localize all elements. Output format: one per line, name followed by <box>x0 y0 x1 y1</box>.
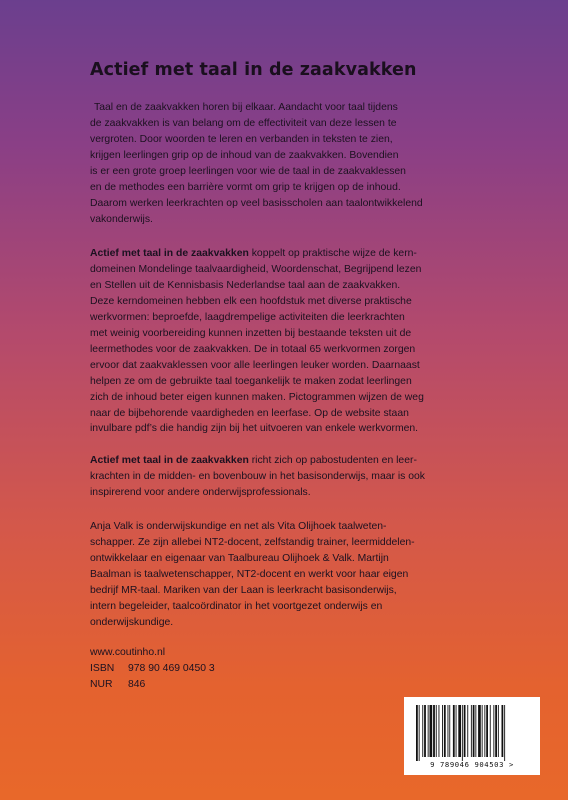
barcode-bar <box>490 705 491 757</box>
barcode-bar <box>498 705 499 757</box>
barcode-bar <box>449 705 450 757</box>
text-line: vergroten. Door woorden te leren en verbanden in teksten te zien, <box>90 133 393 145</box>
barcode-bar <box>453 705 455 757</box>
text-line: inspirerend voor andere onderwijsprofessionals. <box>90 486 311 498</box>
barcode-bar <box>456 705 457 757</box>
barcode-bar <box>428 705 429 757</box>
text-line: onderwijskundige. <box>90 616 174 628</box>
barcode-bar <box>486 705 488 757</box>
barcode-bar <box>444 705 446 757</box>
text-line: helpen ze om de gebruikte taal toegankelijk te maken zodat leerlingen <box>90 375 412 387</box>
barcode-bar <box>448 705 449 757</box>
barcode-bar <box>442 705 443 757</box>
barcode-bar <box>493 705 494 757</box>
text-line: intern begeleider, taalcoördinator in het voortgezet onderwijs en <box>90 600 383 612</box>
book-title-inline: Actief met taal in de zaakvakken <box>90 248 249 259</box>
isbn-label: ISBN <box>90 662 115 674</box>
barcode-bar <box>436 705 437 757</box>
text-line: krijgen leerlingen grip op de inhoud van de zaakvakken. Bovendien <box>90 149 399 161</box>
text-line: werkvormen: beproefde, laagdrempelige activiteiten die leerkrachten <box>90 311 405 323</box>
text-line: de zaakvakken is van belang om de effectiviteit van deze lessen te <box>90 117 397 129</box>
book-title: Actief met taal in de zaakvakken <box>90 60 417 80</box>
barcode-bar <box>475 705 476 757</box>
website-row <box>90 645 215 661</box>
barcode-bar <box>484 705 485 757</box>
text-line: en Stellen uit de Kennisbasis Nederlandse taal aan de zaakvakken. <box>90 279 401 291</box>
nur-row <box>90 677 215 693</box>
barcode-bar <box>424 705 426 757</box>
text-line: met weinig voorbereiding kunnen inzetten bij bestaande teksten uit de <box>90 327 412 339</box>
intro-paragraph <box>90 100 510 228</box>
text-line: Anja Valk is onderwijskundige en net als Vita Olijhoek taalweten- <box>90 521 387 532</box>
barcode-bar <box>467 705 468 757</box>
text-line <box>90 453 510 469</box>
isbn-value: 978 90 469 0450 3 <box>128 662 215 674</box>
audience-paragraph <box>90 453 510 501</box>
text-line: is er een grote groep leerlingen voor wie de taal in de zaakvaklessen <box>90 165 406 177</box>
text-line: Deze kerndomeinen hebben elk een hoofdstuk met diverse praktische <box>90 295 412 307</box>
barcode <box>404 697 540 775</box>
barcode-bar <box>471 705 472 757</box>
barcode-bar <box>430 705 433 757</box>
barcode-bar <box>419 705 420 761</box>
text-line: invulbare pdf’s die handig zijn bij het uitvoeren van enkele werkvormen. <box>90 423 419 435</box>
barcode-bar <box>458 705 461 757</box>
text-line: schapper. Ze zijn allebei NT2-docent, zelfstandig trainer, leermiddelen- <box>90 536 415 548</box>
text-fragment: richt zich op pabostudenten en leer- <box>248 455 417 466</box>
text-line: Baalman is taalwetenschapper, NT2-docent en werkt voor haar eigen <box>90 568 409 580</box>
book-title-inline: Actief met taal in de zaakvakken <box>90 455 249 466</box>
text-line <box>90 246 510 262</box>
text-line: Taal en de zaakvakken horen bij elkaar. Aandacht voor taal tijdens <box>94 102 398 113</box>
text-line: ontwikkelaar en eigenaar van Taalbureau Olijhoek & Valk. Martijn <box>90 552 389 564</box>
publisher-website: www.coutinho.nl <box>90 647 166 658</box>
isbn-row <box>90 661 215 677</box>
barcode-digits: 9 789046 904503 > <box>430 760 514 769</box>
publication-info <box>90 645 215 693</box>
barcode-bar <box>462 705 463 761</box>
barcode-bar <box>473 705 475 757</box>
authors-paragraph <box>90 519 510 631</box>
barcode-bar <box>478 705 481 757</box>
barcode-bar <box>464 705 466 757</box>
barcode-bar <box>433 705 435 757</box>
nur-value: 846 <box>128 678 146 690</box>
nur-label: NUR <box>90 678 113 690</box>
text-line: domeinen Mondelinge taalvaardigheid, Woordenschat, Begrijpend lezen <box>90 263 422 275</box>
barcode-bar <box>504 705 505 761</box>
text-line: naar de bijbehorende vaardigheden en leerfase. Op de website staan <box>90 407 409 419</box>
text-line: zich de inhoud beter eigen kunnen maken. Pictogrammen wijzen de weg <box>90 391 424 403</box>
barcode-bar <box>495 705 497 757</box>
text-line: vakonderwijs. <box>90 213 153 225</box>
barcode-bar <box>439 705 440 757</box>
text-fragment: koppelt op praktische wijze de kern- <box>248 248 417 259</box>
barcode-bar <box>482 705 483 757</box>
text-line: ervoor dat zaakvaklessen voor alle leerlingen leuker worden. Daarnaast <box>90 359 420 371</box>
barcode-bar <box>422 705 423 757</box>
text-line: en de methodes een barrière vormt om grip te krijgen op de inhoud. <box>90 181 401 193</box>
about-paragraph <box>90 246 510 437</box>
text-line: bedrijf MR-taal. Mariken van der Laan is leerkracht basisonderwijs, <box>90 584 397 596</box>
text-line: Daarom werken leerkrachten op veel basisscholen aan taalontwikkelend <box>90 197 423 209</box>
text-line: leermethodes voor de zaakvakken. De in totaal 65 werkvormen zorgen <box>90 343 416 355</box>
barcode-bar <box>416 705 418 761</box>
barcode-bar <box>502 705 504 757</box>
text-line: krachten in de midden- en bovenbouw in het basisonderwijs, maar is ook <box>90 470 425 482</box>
